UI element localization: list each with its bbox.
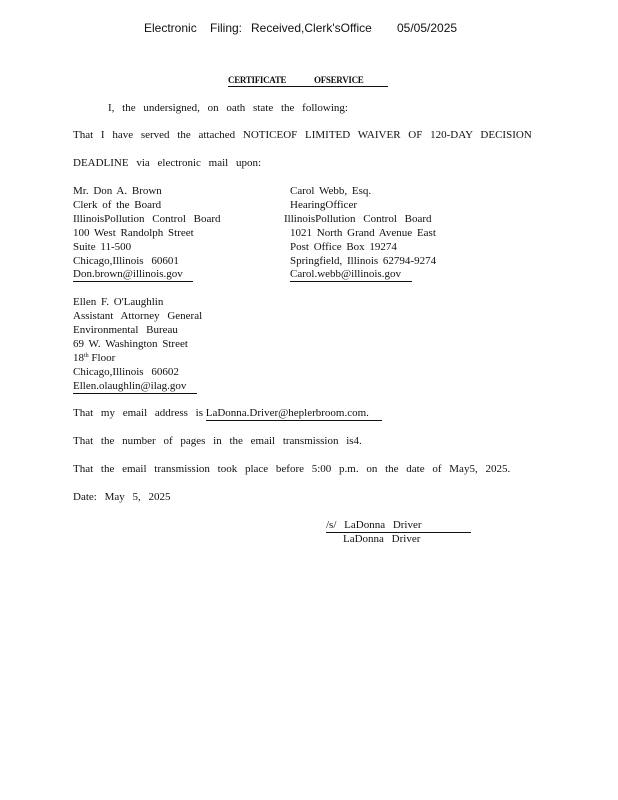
certificate-title [228, 74, 388, 87]
recipient-1-line-6: Chicago,Illinois 60601 [73, 255, 179, 267]
signature-name: LaDonna Driver [343, 533, 421, 545]
recipient-3-email[interactable]: Ellen.olaughlin@ilag.gov [73, 379, 197, 394]
recipient-3-line-3: Environmental Bureau [73, 324, 178, 336]
recipient-1-line-3: IllinoisPollution Control Board [73, 213, 221, 225]
recipient-3-line-1: Ellen F. O'Laughlin [73, 296, 164, 308]
signature-line: /s/ LaDonna Driver [326, 518, 471, 533]
email-statement-prefix: That my email address is [73, 407, 203, 419]
email-statement [73, 406, 382, 421]
header-electronic: Electronic [144, 21, 197, 35]
title-part1: CERTIFICATE [228, 75, 287, 85]
recipient-2-email[interactable]: Carol.webb@illinois.gov [290, 267, 412, 282]
statement-line2: DEADLINE via electronic mail upon: [73, 157, 262, 169]
recipient-3-line-4: 69 W. Washington Street [73, 338, 188, 350]
time-statement: That the email transmission took place before 5:00 p.m. on the date of May5, 2025. [73, 463, 511, 475]
recipient-2-line-2: HearingOfficer [290, 199, 357, 211]
statement-line1: That I have served the attached NOTICEOF LIMITED WAIVER OF 120-DAY DECISION [73, 129, 532, 141]
floor-number: 18 [73, 352, 84, 364]
floor-text: Floor [91, 352, 116, 364]
header-filing: Filing: [210, 21, 243, 35]
recipient-2-line-3: IllinoisPollution Control Board [284, 213, 432, 225]
recipient-1-line-5: Suite 11-500 [73, 241, 132, 253]
recipient-1-line-1: Mr. Don A. Brown [73, 185, 162, 197]
header-received: Received,Clerk'sOffice [251, 21, 372, 35]
recipient-2-line-1: Carol Webb, Esq. [290, 185, 372, 197]
recipient-3-line-2: Assistant Attorney General [73, 310, 203, 322]
recipient-3-city: Chicago,Illinois 60602 [73, 366, 179, 378]
date-line: Date: May 5, 2025 [73, 491, 171, 503]
recipient-3-floor [73, 351, 115, 365]
recipient-1-email[interactable]: Don.brown@illinois.gov [73, 267, 193, 282]
recipient-2-line-6: Springfield, Illinois 62794-9274 [290, 255, 437, 267]
recipient-2-line-5: Post Office Box 19274 [290, 241, 397, 253]
recipient-2-line-4: 1021 North Grand Avenue East [290, 227, 436, 239]
header-date: 05/05/2025 [397, 21, 458, 35]
pages-statement: That the number of pages in the email transmission is4. [73, 435, 362, 447]
recipient-1-line-2: Clerk of the Board [73, 199, 162, 211]
intro-text: I, the undersigned, on oath state the following: [108, 102, 348, 114]
recipient-1-line-4: 100 West Randolph Street [73, 227, 194, 239]
email-statement-address[interactable]: LaDonna.Driver@heplerbroom.com. [206, 406, 382, 421]
floor-suffix: th [84, 353, 89, 359]
title-part2: OFSERVICE [314, 75, 364, 85]
